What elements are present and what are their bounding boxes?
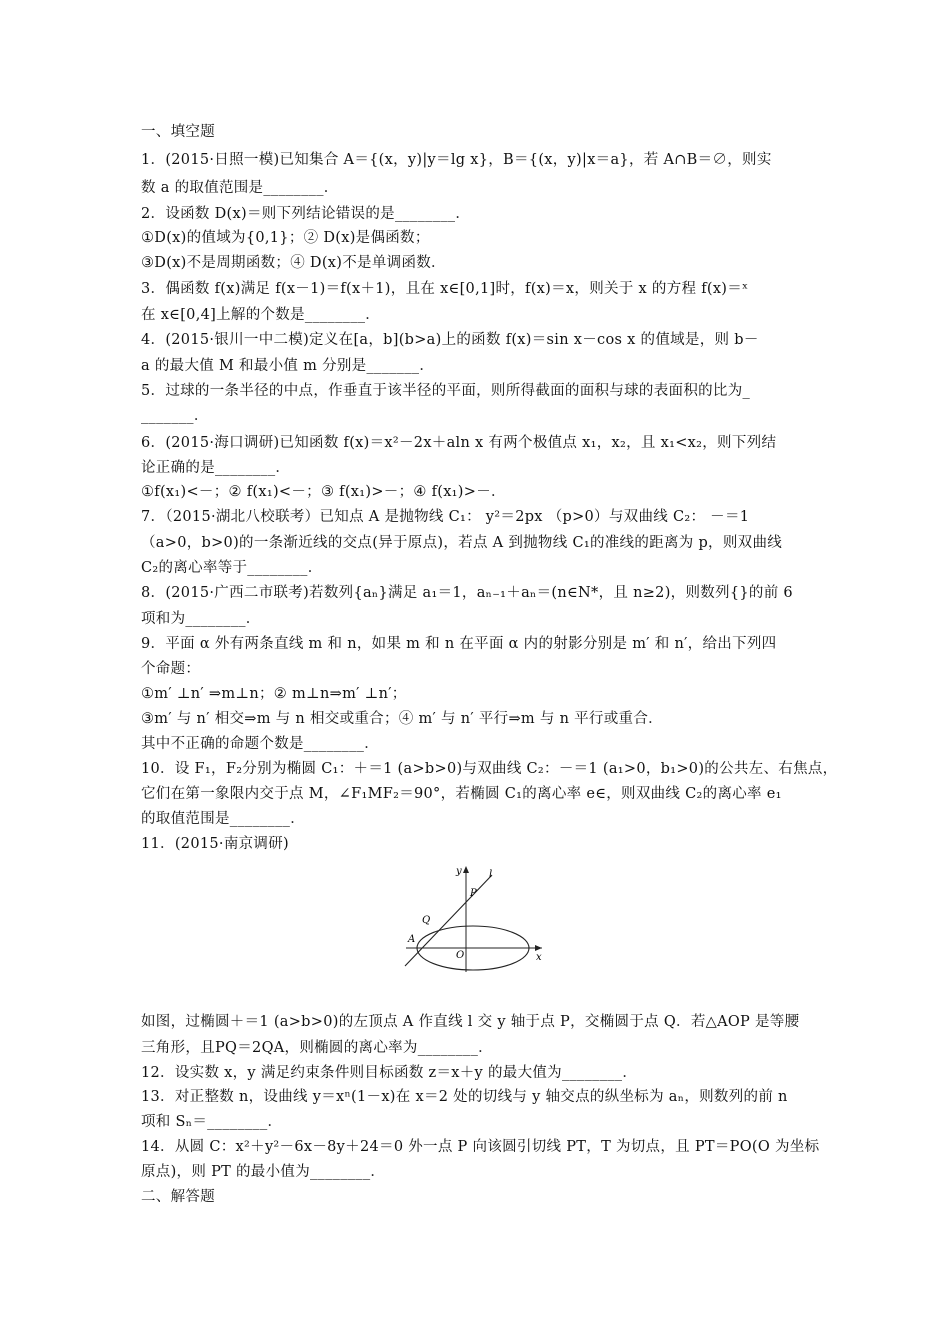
ellipse-figure [404, 862, 554, 974]
label-o: O [456, 950, 465, 961]
problem-7-line-1: 7．（2015·湖北八校联考）已知点 A 是抛物线 C₁： y²＝2px （p>0）与双曲线 C₂： －＝1 [141, 509, 750, 525]
problem-7-line-3: C₂的离心率等于________． [141, 560, 323, 576]
problem-11-line-2: 如图，过椭圆＋＝1 (a>b>0)的左顶点 A 作直线 l 交 y 轴于点 P，交椭圆于点 Q．若△AOP 是等腰 [141, 1014, 800, 1030]
problem-12-line-1: 12．设实数 x，y 满足约束条件则目标函数 z＝x＋y 的最大值为________． [141, 1065, 638, 1081]
problem-11-line-1: 11．(2015·南京调研) [141, 836, 289, 852]
problem-6-line-2: 论正确的是________． [141, 460, 291, 476]
problem-10-line-2: 它们在第一象限内交于点 M，∠F₁MF₂＝90°，若椭圆 C₁的离心率 e∈，则双曲线 C₂的离心率 e₁ [141, 786, 782, 802]
problem-3-line-1: 3．偶函数 f(x)满足 f(x－1)＝f(x＋1)，且在 x∈[0,1]时，f(x)＝x，则关于 x 的方程 f(x)＝ˣ [141, 281, 749, 297]
label-y: y [456, 866, 462, 877]
problem-4-line-1: 4．(2015·银川一中二模)定义在[a，b](b>a)上的函数 f(x)＝sin x－cos x 的值域是，则 b－ [141, 332, 759, 348]
problem-6-line-1: 6．(2015·海口调研)已知函数 f(x)＝x²－2x＋aln x 有两个极值点 x₁，x₂，且 x₁<x₂，则下列结 [141, 435, 777, 451]
problem-5-line-1: 5．过球的一条半径的中点，作垂直于该半径的平面，则所得截面的面积与球的表面积的比为_ [141, 383, 751, 399]
problem-14-line-2: 原点)，则 PT 的最小值为________． [141, 1164, 386, 1180]
problem-8-line-2: 项和为________． [141, 611, 261, 627]
label-l: l [489, 869, 493, 880]
section-heading-answers: 二、解答题 [141, 1189, 215, 1205]
x-axis-arrow-icon [535, 945, 542, 951]
label-q: Q [422, 915, 431, 926]
problem-1-line-1: 1．(2015·日照一模)已知集合 A＝{(x，y)|y＝lg x}，B＝{(x，y)|x＝a}，若 A∩B＝∅，则实 [141, 152, 772, 168]
problem-10-line-1: 10．设 F₁，F₂分别为椭圆 C₁：＋＝1 (a>b>0)与双曲线 C₂：－＝1 (a₁>0，b₁>0)的公共左、右焦点， [141, 761, 838, 777]
problem-1-line-2: 数 a 的取值范围是________． [141, 180, 339, 196]
label-x: x [536, 952, 542, 963]
problem-9-line-2: 个命题： [141, 661, 201, 677]
problem-8-line-1: 8．(2015·广西二市联考)若数列{aₙ}满足 a₁＝1，aₙ₋₁＋aₙ＝(n∈N*，且 n≥2)，则数列{}的前 6 [141, 585, 793, 601]
problem-2-line-3: ③D(x)不是周期函数；④ D(x)不是单调函数． [141, 255, 446, 271]
label-p: P [470, 888, 477, 899]
line-l [405, 875, 492, 966]
problem-9-line-3: ①m′ ⊥n′ ⇒m⊥n；② m⊥n⇒m′ ⊥n′； [141, 686, 407, 702]
problem-2-line-2: ①D(x)的值域为{0,1}；② D(x)是偶函数； [141, 230, 430, 246]
problem-6-line-3: ①f(x₁)<－；② f(x₁)<－；③ f(x₁)>－；④ f(x₁)>－． [141, 484, 506, 500]
problem-5-line-2: _______． [141, 408, 209, 424]
problem-14-line-1: 14．从圆 C：x²＋y²－6x－8y＋24＝0 外一点 P 向该圆引切线 PT，T 为切点，且 PT＝PO(O 为坐标 [141, 1139, 820, 1155]
problem-9-line-4: ③m′ 与 n′ 相交⇒m 与 n 相交或重合；④ m′ 与 n′ 平行⇒m 与 n 平行或重合． [141, 711, 663, 727]
problem-9-line-5: 其中不正确的命题个数是________． [141, 736, 379, 752]
problem-13-line-1: 13．对正整数 n，设曲线 y＝xⁿ(1－x)在 x＝2 处的切线与 y 轴交点的纵坐标为 aₙ，则数列的前 n [141, 1089, 788, 1105]
problem-2-line-1: 2．设函数 D(x)＝则下列结论错误的是________． [141, 206, 471, 222]
problem-13-line-2: 项和 Sₙ＝________． [141, 1114, 283, 1130]
section-heading-fill-in: 一、填空题 [141, 124, 215, 140]
problem-3-line-2: 在 x∈[0,4]上解的个数是________． [141, 307, 381, 323]
problem-4-line-2: a 的最大值 M 和最小值 m 分别是_______． [141, 358, 435, 374]
problem-11-line-3: 三角形，且PQ＝2QA，则椭圆的离心率为________． [141, 1040, 493, 1056]
problem-9-line-1: 9．平面 α 外有两条直线 m 和 n，如果 m 和 n 在平面 α 内的射影分别是 m′ 和 n′，给出下列四 [141, 636, 777, 652]
problem-10-line-3: 的取值范围是________． [141, 811, 305, 827]
y-axis-arrow-icon [463, 866, 469, 873]
label-a: A [408, 934, 416, 945]
problem-7-line-2: （a>0，b>0)的一条渐近线的交点(异于原点)，若点 A 到抛物线 C₁的准线的距离为 p，则双曲线 [141, 535, 783, 551]
